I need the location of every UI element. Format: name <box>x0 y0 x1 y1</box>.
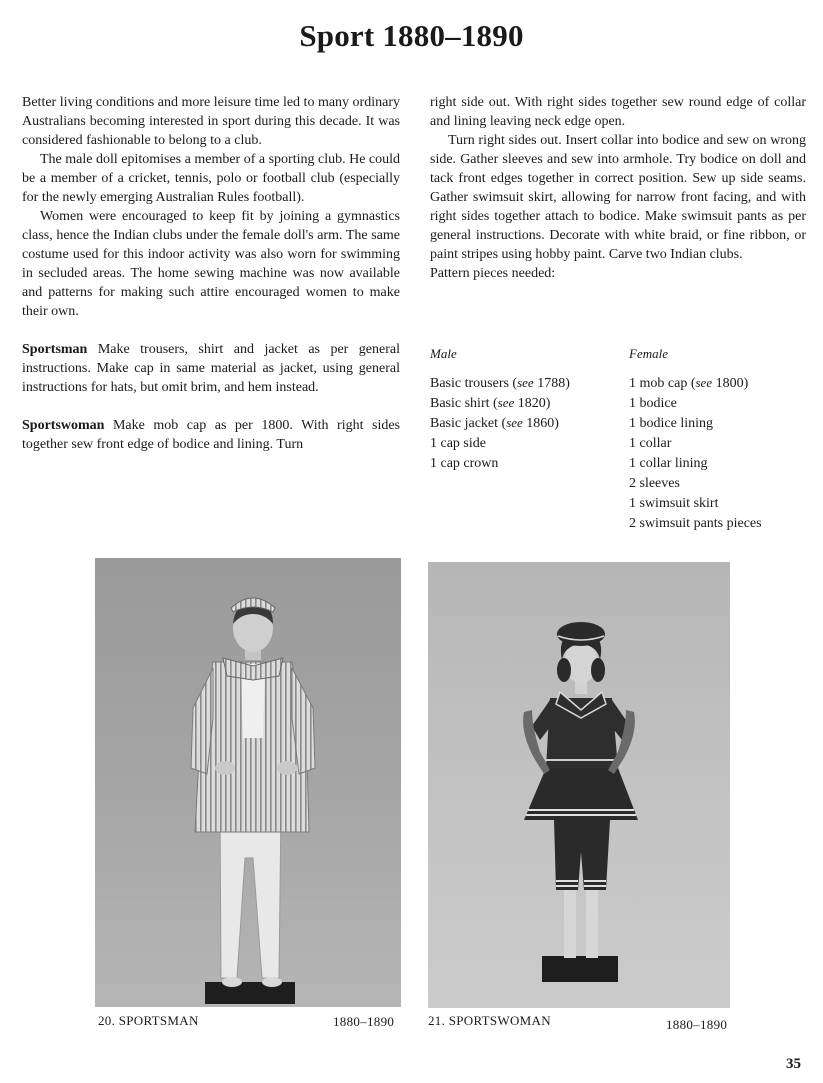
sportsman-photo <box>95 558 401 1007</box>
assembly-paragraph: Turn right sides out. Insert collar into bodice and sew on wrong side. Gather sleeves and sew into armhole. Try bodice on doll and tack front edges together in correct position. Sew up side seams. Gather swimsuit skirt, allowing for narrow front facing, and with right sides together attach to bodice. Make swimsuit pants as per general instructions. Decorate with white braid, or fine ribbon, or paint stripes using hobby paint. Carve two Indian clubs. <box>430 133 806 262</box>
sportswoman-text: Make mob cap as per 1800. With right sides together sew front edge of bodice and lining. Turn <box>22 418 400 452</box>
pattern-item: Basic trousers (see 1788) <box>430 375 570 391</box>
sportsman-paragraph <box>22 340 400 397</box>
pattern-item: 2 sleeves <box>629 476 680 491</box>
page-title: Sport 1880–1890 <box>299 18 524 53</box>
right-column <box>430 93 806 283</box>
pattern-item: Basic jacket (see 1860) <box>430 415 559 431</box>
figure-21-date: 1880–1890 <box>666 1017 728 1032</box>
pattern-item: 1 bodice lining <box>629 416 713 431</box>
pattern-item: 2 swimsuit pants pieces <box>629 516 762 531</box>
female-heading: Female <box>629 346 668 361</box>
women-paragraph: Women were encouraged to keep fit by joining a gymnastics class, hence the Indian clubs under the female doll's arm. The same costume used for this indoor activity was also worn for swimming in secluded areas. The home sewing machine was now available and patterns for making such attire encouraged women to make their own. <box>22 209 400 319</box>
male-doll-paragraph: The male doll epitomises a member of a sporting club. He could be a member of a cricket, tennis, polo or football club (especially for the newly emerging Australian Rules football). <box>22 152 401 205</box>
sportsman-heading: Sportsman <box>22 342 88 357</box>
pattern-item: Basic shirt (see 1820) <box>430 395 551 411</box>
male-heading: Male <box>430 346 457 361</box>
pattern-pieces-heading: Pattern pieces needed: <box>430 266 556 281</box>
pattern-item: 1 mob cap (see 1800) <box>629 375 749 391</box>
sportsman-doll-illustration <box>95 558 401 1007</box>
pattern-item: 1 cap crown <box>430 456 499 471</box>
pattern-item: 1 bodice <box>629 396 677 411</box>
collar-paragraph: right side out. With right sides together sew round edge of collar and lining leaving neck edge open. <box>430 95 806 129</box>
pattern-item: 1 collar lining <box>629 456 708 471</box>
page-number: 35 <box>786 1056 801 1072</box>
sportswoman-paragraph <box>22 416 400 454</box>
sportswoman-heading: Sportswoman <box>22 418 105 433</box>
figure-20-caption: 20. SPORTSMAN <box>98 1013 199 1028</box>
pattern-item: 1 collar <box>629 436 672 451</box>
male-pattern-list <box>430 344 620 473</box>
pattern-item: 1 cap side <box>430 436 486 451</box>
sportswoman-photo <box>428 562 730 1008</box>
pattern-item: 1 swimsuit skirt <box>629 496 719 511</box>
figure-21-caption: 21. SPORTSWOMAN <box>428 1013 551 1028</box>
female-pattern-list <box>629 344 809 533</box>
figure-20-date: 1880–1890 <box>333 1014 395 1029</box>
sportsman-text: Make trousers, shirt and jacket as per general instructions. Make cap in same material as jacket, using general instructions for hats, but omit brim, and hem instead. <box>22 342 400 395</box>
left-column <box>22 93 400 454</box>
sportswoman-doll-illustration <box>428 562 730 1008</box>
intro-paragraph: Better living conditions and more leisure time led to many ordinary Australians becoming interested in sport during this decade. It was considered fashionable to belong to a club. <box>22 95 400 148</box>
